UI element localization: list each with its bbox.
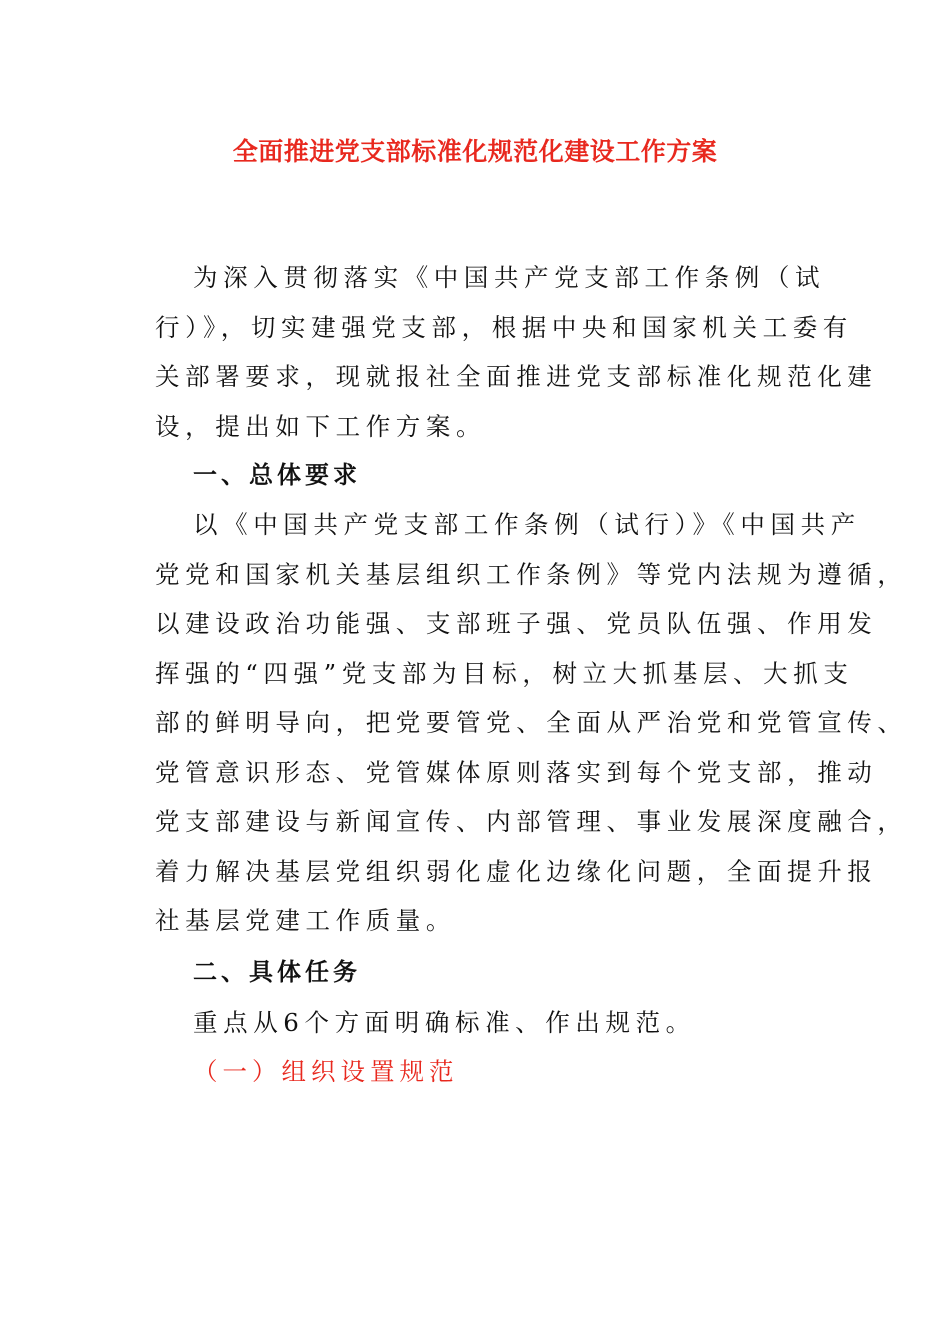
- paragraph-line: 行）》，切实建强党支部，根据中央和国家机关工委有: [155, 312, 853, 342]
- paragraph-line: 以《中国共产党支部工作条例（试行）》《中国共产: [193, 510, 861, 539]
- subsection-heading-organization: （一）组织设置规范: [193, 1057, 459, 1086]
- section2-paragraph: [155, 998, 815, 1048]
- paragraph-line: 关部署要求，现就报社全面推进党支部标准化规范化建: [155, 362, 878, 391]
- paragraph-line: 部的鲜明导向，把党要管党、全面从严治党和党管宣传、: [155, 708, 908, 737]
- section-heading-general-requirements: 一、总体要求: [193, 461, 361, 489]
- paragraph-line: 为深入贯彻落实《中国共产党支部工作条例（试: [193, 263, 826, 292]
- paragraph-line: 挥强的“四强”党支部为目标，树立大抓基层、大抓支: [155, 658, 854, 688]
- paragraph-line: 社基层党建工作质量。: [155, 906, 456, 935]
- intro-paragraph: [155, 253, 878, 451]
- paragraph-line: 以建设政治功能强、支部班子强、党员队伍强、作用发: [155, 609, 878, 638]
- paragraph-line: 着力解决基层党组织弱化虚化边缘化问题，全面提升报: [155, 856, 878, 886]
- paragraph-line: 党支部建设与新闻宣传、内部管理、事业发展深度融合，: [155, 807, 908, 836]
- section-heading-specific-tasks: 二、具体任务: [193, 958, 361, 986]
- paragraph-line: 重点从6个方面明确标准、作出规范。: [193, 1008, 696, 1037]
- paragraph-line: 设，提出如下工作方案。: [155, 411, 487, 441]
- paragraph-line: 党党和国家机关基层组织工作条例》等党内法规为遵循，: [155, 559, 908, 589]
- document-title: 全面推进党支部标准化规范化建设工作方案: [232, 137, 718, 166]
- paragraph-line: 党管意识形态、党管媒体原则落实到每个党支部，推动: [155, 757, 878, 787]
- section1-paragraph: [155, 500, 908, 946]
